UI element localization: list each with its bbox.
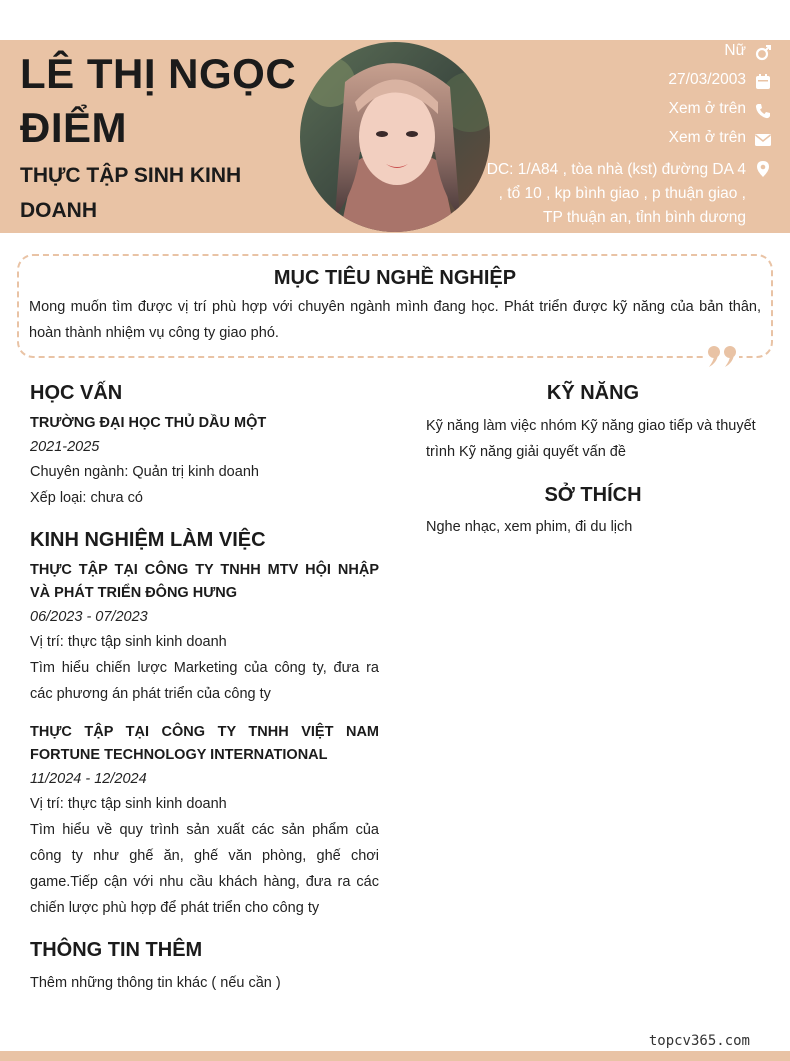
job-position: Vị trí: thực tập sinh kinh doanh [30, 796, 227, 812]
skills-text: Kỹ năng làm việc nhóm Kỹ năng giao tiếp và thuyết trình Kỹ năng giải quyết vấn đề [426, 418, 756, 460]
gender-icon [754, 44, 772, 62]
education-rank: Xếp loại: chưa có [30, 490, 143, 506]
education-heading: HỌC VẤN [30, 382, 123, 404]
quote-icon [705, 344, 739, 370]
job-period: 06/2023 - 07/2023 [30, 609, 148, 625]
objective-heading: MỤC TIÊU NGHỀ NGHIỆP [273, 267, 517, 289]
skills-heading: KỸ NĂNG [546, 382, 640, 404]
candidate-job-title: THỰC TẬP SINH KINH DOANH [20, 164, 242, 222]
extra-info-text: Thêm những thông tin khác ( nếu cần ) [30, 975, 281, 991]
contact-phone [669, 100, 772, 120]
job-description: Tìm hiểu chiến lược Marketing của công ty, đưa ra các phương án phát triển của công ty [30, 660, 379, 702]
avatar [300, 42, 490, 232]
envelope-icon [754, 131, 772, 149]
hobbies-text: Nghe nhạc, xem phim, đi du lịch [426, 519, 633, 535]
job-description: Tìm hiểu về quy trình sản xuất các sản phẩm của công ty như ghế ăn, ghế văn phòng, ghế chơi game.Tiếp cận với nhu cầu khách hàng, đưa ra các chiến lược phù hợp để phát triển cho công ty [30, 822, 379, 916]
contact-address [482, 158, 772, 230]
candidate-name: LÊ THỊ NGỌC ĐIỂM [20, 50, 297, 151]
experience-heading: KINH NGHIỆM LÀM VIỆC [30, 529, 266, 551]
contact-birthday [668, 71, 772, 91]
email-value[interactable]: Xem ở trên [668, 129, 746, 146]
education-major: Chuyên ngành: Quản trị kinh doanh [30, 464, 259, 480]
hobbies-heading: SỞ THÍCH [544, 484, 642, 506]
job-period: 11/2024 - 12/2024 [30, 771, 147, 787]
watermark: topcv365.com [648, 1033, 750, 1049]
gender-value: Nữ [724, 42, 746, 59]
career-objective-box [17, 254, 773, 358]
location-pin-icon [754, 160, 772, 178]
extra-info-heading: THÔNG TIN THÊM [30, 939, 203, 961]
job-title: THỰC TẬP TẠI CÔNG TY TNHH MTV HỘI NHẬP VÀ PHÁT TRIỂN ĐÔNG HƯNG [30, 562, 379, 601]
objective-text: Mong muốn tìm được vị trí phù hợp với chuyên ngành mình đang học. Phát triển được kỹ năng của bản thân, hoàn thành nhiệm vụ công ty giao phó. [29, 299, 761, 341]
calendar-icon [754, 73, 772, 91]
phone-icon [754, 102, 772, 120]
education-period: 2021-2025 [30, 439, 100, 455]
school-name: TRƯỜNG ĐẠI HỌC THỦ DẦU MỘT [30, 415, 267, 431]
phone-value[interactable]: Xem ở trên [668, 100, 746, 117]
job-position: Vị trí: thực tập sinh kinh doanh [30, 634, 227, 650]
job-title: THỰC TẬP TẠI CÔNG TY TNHH VIỆT NAM FORTUNE TECHNOLOGY INTERNATIONAL [30, 724, 379, 763]
contact-email [669, 129, 772, 149]
contact-gender [724, 42, 772, 62]
address-value: DC: 1/A84 , tòa nhà (kst) đường DA 4 , tổ 10 , kp bình giao , p thuận giao , TP thuận an, tỉnh bình dương [486, 161, 746, 226]
footer-bar [0, 1051, 790, 1061]
avatar-photo [300, 42, 490, 232]
birthday-value: 27/03/2003 [668, 71, 746, 88]
